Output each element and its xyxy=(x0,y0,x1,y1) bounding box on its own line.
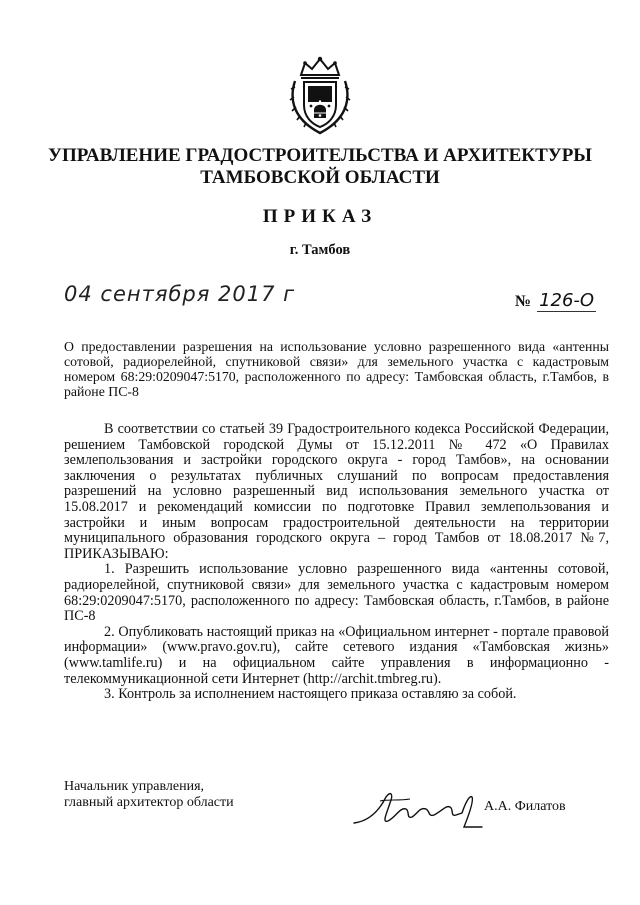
signer-position-line-1: Начальник управления, xyxy=(64,779,205,794)
handwritten-date: 04 сентября 2017 г xyxy=(64,282,296,306)
order-item-1: 1. Разрешить использование условно разрешенного вида «антенны сотовой, радиорелейной, спутниковой связи» для земельного участка с кадастровым номером 68:29:0209047:5170, расположенного по адресу: Тамбовская область, г.Тамбов, в районе ПС-8 xyxy=(64,561,609,625)
handwritten-order-number: 126-О xyxy=(539,290,595,311)
organization-name-line-2: ТАМБОВСКОЙ ОБЛАСТИ xyxy=(200,167,440,188)
number-sign: № xyxy=(515,293,532,310)
signer-name: А.А. Филатов xyxy=(484,799,566,814)
order-number xyxy=(515,290,596,311)
coat-of-arms-icon xyxy=(287,55,353,135)
order-subject: О предоставлении разрешения на использование условно разрешенного вида «антенны сотовой, радиорелейной, спутниковой связи» для земельного участка с кадастровым номером 68:29:0209047:5170, расположенного по адресу: Тамбовская область, г.Тамбов, в районе ПС-8 xyxy=(64,339,609,399)
order-preamble: В соответствии со статьей 39 Градостроительного кодекса Российской Федерации, решением Тамбовской городской Думы от 15.12.2011 № 472 «О Правилах землепользования и застройки городского округа - город Тамбов», на основании заключения о результатах публичных слушаний по вопросам предоставления разрешений на условно разрешенный вид использования земельного участка от 15.08.2017 и рекомендаций комиссии по подготовке Правил землепользования и застройки и иным вопросам градостроительной деятельности на территории муниципального образования городского округа – город Тамбов от 18.08.2017 №7, ПРИКАЗЫВАЮ: xyxy=(64,421,609,562)
signer-position xyxy=(64,779,234,811)
order-item-2: 2. Опубликовать настоящий приказ на «Официальном интернет - портале правовой информации» (www.pravo.gov.ru), сайте сетевого издания «Тамбовская жизнь» (www.tamlife.ru) и на официальном сайте управления в информационно - телекоммуникационной сети Интернет (http://archit.tmbreg.ru). xyxy=(64,623,609,687)
order-body xyxy=(64,422,609,703)
handwritten-signature xyxy=(350,787,485,835)
signer-position-line-2: главный архитектор области xyxy=(64,795,234,810)
organization-name-line-1: УПРАВЛЕНИЕ ГРАДОСТРОИТЕЛЬСТВА И АРХИТЕКТУРЫ xyxy=(48,145,592,166)
document-type: ПРИКАЗ xyxy=(262,206,378,227)
order-item-3: 3. Контроль за исполнением настоящего приказа оставляю за собой. xyxy=(104,686,517,703)
document-city: г. Тамбов xyxy=(289,242,351,258)
